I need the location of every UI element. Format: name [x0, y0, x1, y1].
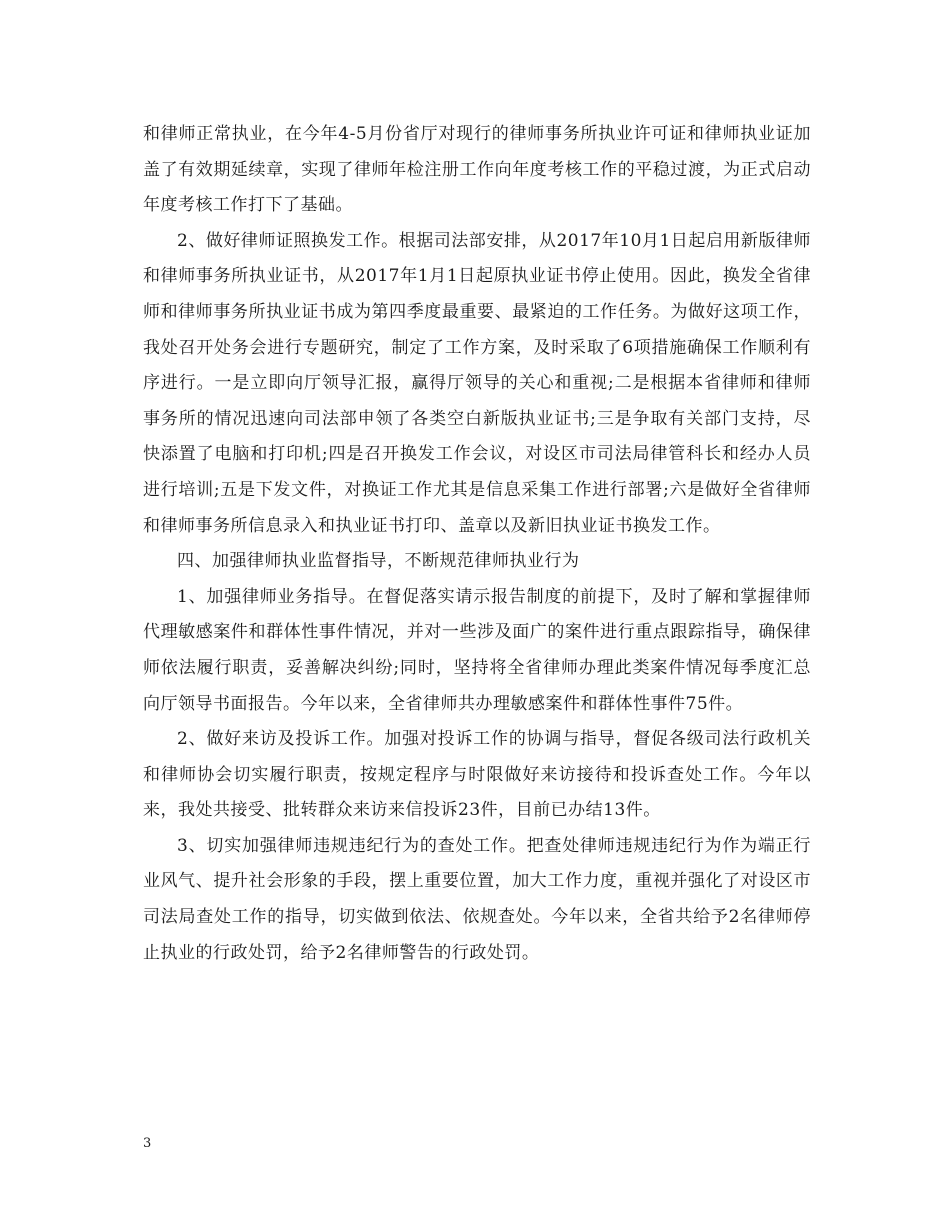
section-heading: 四、加强律师执业监督指导，不断规范律师执业行为: [177, 551, 580, 572]
paragraph-continuation: 和律师正常执业，在今年4-5月份省厅对现行的律师事务所执业许可证和律师执业证加盖了有效期延续章，实现了律师年检注册工作向年度考核工作的平稳过渡，为正式启动年度考核工作打下了基础。: [143, 124, 811, 216]
paragraph-license-renewal: 2、做好律师证照换发工作。根据司法部安排，从2017年10月1日起启用新版律师和律师事务所执业证书，从2017年1月1日起原执业证书停止使用。因此，换发全省律师和律师事务所执业证书成为第四季度最重要、最紧迫的工作任务。为做好这项工作，我处召开处务会进行专题研究，制定了工作方案，及时采取了6项措施确保工作顺利有序进行。一是立即向厅领导汇报，赢得厅领导的关心和重视;二是根据本省律师和律师事务所的情况迅速向司法部申领了各类空白新版执业证书;三是争取有关部门支持，尽快添置了电脑和打印机;四是召开换发工作会议，对设区市司法局律管科长和经办人员进行培训;五是下发文件，对换证工作尤其是信息采集工作进行部署;六是做好全省律师和律师事务所信息录入和执业证书打印、盖章以及新旧执业证书换发工作。: [143, 230, 811, 536]
paragraph-business-guidance: 1、加强律师业务指导。在督促落实请示报告制度的前提下，及时了解和掌握律师代理敏感案件和群体性事件情况，并对一些涉及面广的案件进行重点跟踪指导，确保律师依法履行职责，妥善解决纠纷;同时，坚持将全省律师办理此类案件情况每季度汇总向厅领导书面报告。今年以来，全省律师共办理敏感案件和群体性事件75件。: [143, 586, 811, 714]
page-number: 3: [143, 1136, 152, 1151]
document-body: [143, 117, 811, 971]
paragraph-violations: 3、切实加强律师违规违纪行为的查处工作。把查处律师违规违纪行为作为端正行业风气、提升社会形象的手段，摆上重要位置，加大工作力度，重视并强化了对设区市司法局查处工作的指导，切实做到依法、依规查处。今年以来，全省共给予2名律师停止执业的行政处罚，给予2名律师警告的行政处罚。: [143, 835, 811, 963]
paragraph-complaints: 2、做好来访及投诉工作。加强对投诉工作的协调与指导，督促各级司法行政机关和律师协会切实履行职责，按规定程序与时限做好来访接待和投诉查处工作。今年以来，我处共接受、批转群众来访来信投诉23件，目前已办结13件。: [143, 729, 811, 821]
